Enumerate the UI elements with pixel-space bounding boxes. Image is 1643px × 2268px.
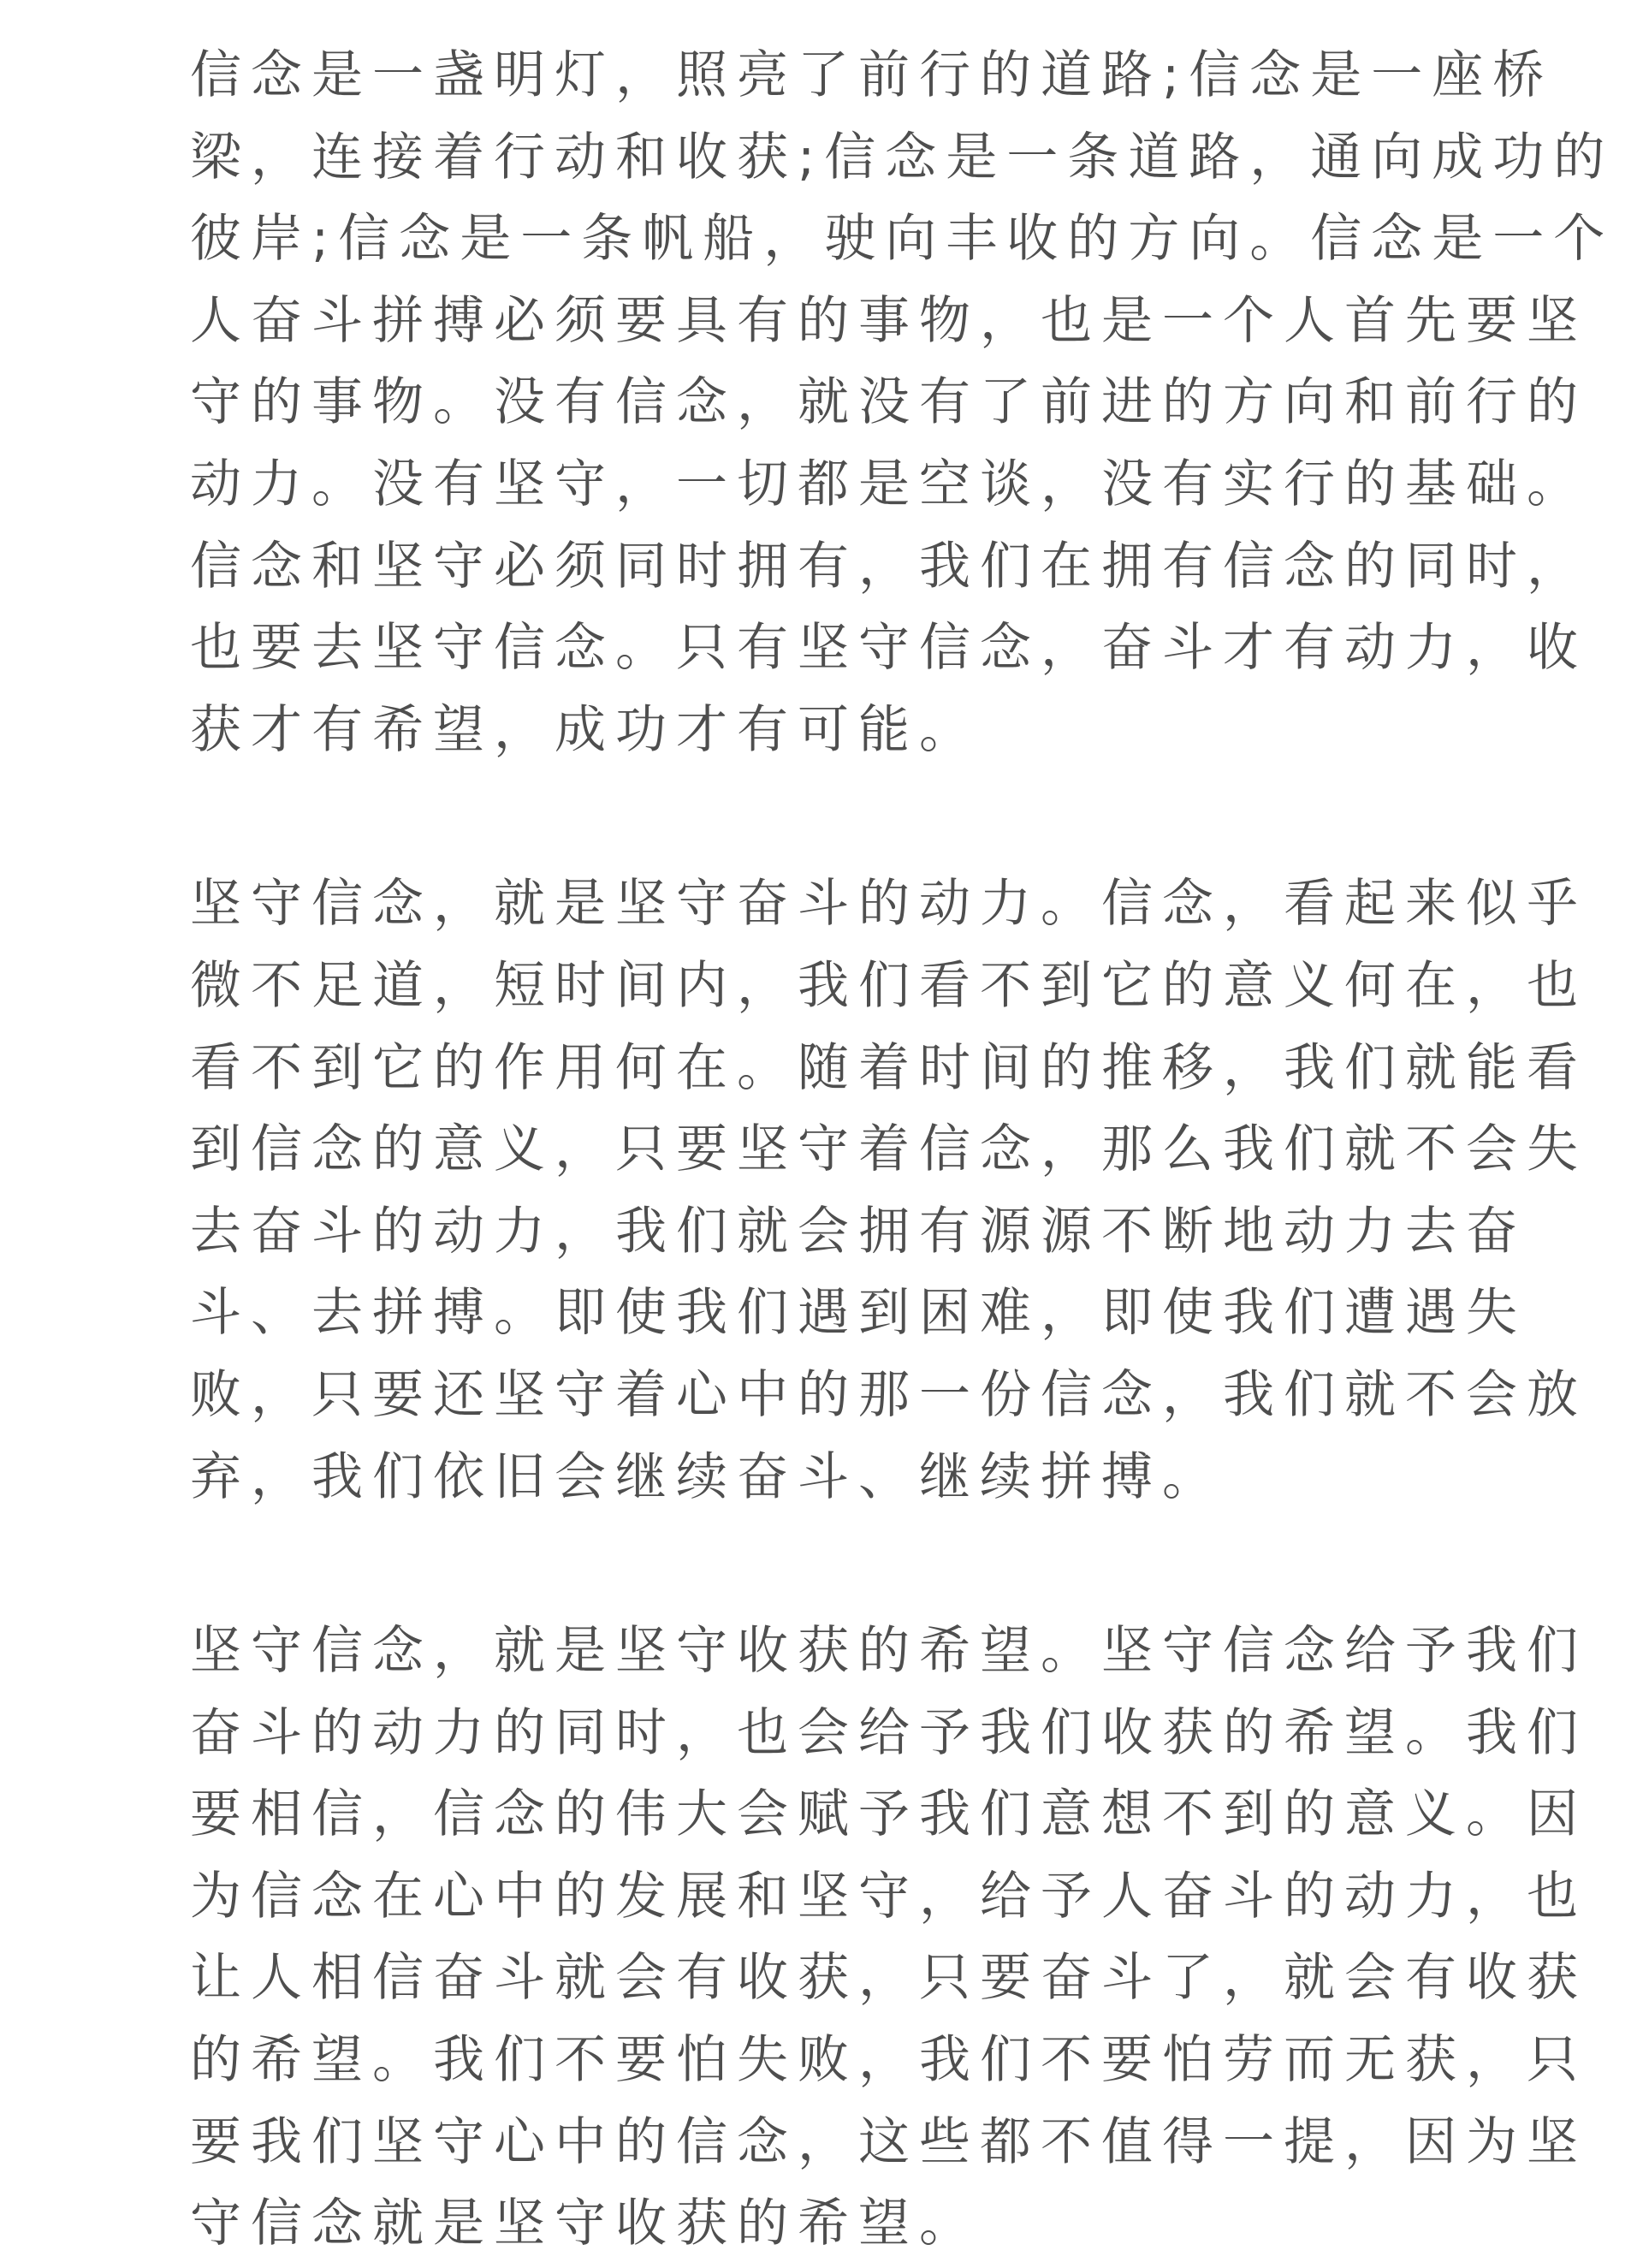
text-line: 也要去坚守信念。只有坚守信念，奋斗才有动力，收 [190, 618, 1587, 679]
text-line: 看不到它的作用何在。随着时间的推移，我们就能看 [190, 1037, 1587, 1098]
text-line: 让人相信奋斗就会有收获，只要奋斗了，就会有收获 [190, 1948, 1587, 2009]
text-line: 获才有希望，成功才有可能。 [190, 699, 980, 760]
paragraph-1 [190, 38, 1615, 774]
text-line: 去奋斗的动力，我们就会拥有源源不断地动力去奋 [190, 1201, 1527, 1262]
text-line: 梁，连接着行动和收获;信念是一条道路，通向成功的 [190, 127, 1615, 187]
text-line: 要我们坚守心中的信念，这些都不值得一提，因为坚 [190, 2111, 1587, 2172]
text-line: 要相信，信念的伟大会赋予我们意想不到的意义。因 [190, 1784, 1587, 1845]
text-line: 坚守信念，就是坚守奋斗的动力。信念，看起来似乎 [190, 874, 1587, 935]
text-line: 动力。没有坚守，一切都是空谈，没有实行的基础。 [190, 454, 1587, 514]
text-line: 斗、去拼搏。即使我们遇到困难，即使我们遭遇失 [190, 1283, 1527, 1344]
text-line: 信念和坚守必须同时拥有，我们在拥有信念的同时， [190, 536, 1587, 597]
text-line: 为信念在心中的发展和坚守，给予人奋斗的动力，也 [190, 1866, 1587, 1927]
text-line: 信念是一盏明灯，照亮了前行的道路;信念是一座桥 [190, 45, 1554, 105]
text-line: 微不足道，短时间内，我们看不到它的意义何在，也 [190, 955, 1587, 1016]
text-line: 败，只要还坚守着心中的那一份信念，我们就不会放 [190, 1364, 1587, 1425]
text-line: 奋斗的动力的同时，也会给予我们收获的希望。我们 [190, 1702, 1587, 1763]
text-line: 守信念就是坚守收获的希望。 [190, 2194, 980, 2254]
paragraph-spacer [190, 1521, 1474, 1613]
paragraph-3 [190, 1613, 1587, 2268]
text-line: 守的事物。没有信念，就没有了前进的方向和前行的 [190, 372, 1587, 433]
text-line: 人奋斗拼搏必须要具有的事物，也是一个人首先要坚 [190, 290, 1587, 351]
text-line: 弃，我们依旧会继续奋斗、继续拼搏。 [190, 1446, 1223, 1507]
paragraph-2 [190, 866, 1587, 1521]
text-line: 坚守信念，就是坚守收获的希望。坚守信念给予我们 [190, 1621, 1587, 1682]
text-line: 的希望。我们不要怕失败，我们不要怕劳而无获，只 [190, 2030, 1587, 2091]
text-line: 到信念的意义，只要坚守着信念，那么我们就不会失 [190, 1119, 1587, 1180]
paragraph-spacer [190, 774, 1474, 866]
text-line: 彼岸;信念是一条帆船，驶向丰收的方向。信念是一个 [190, 209, 1615, 270]
essay-body [190, 38, 1615, 2268]
